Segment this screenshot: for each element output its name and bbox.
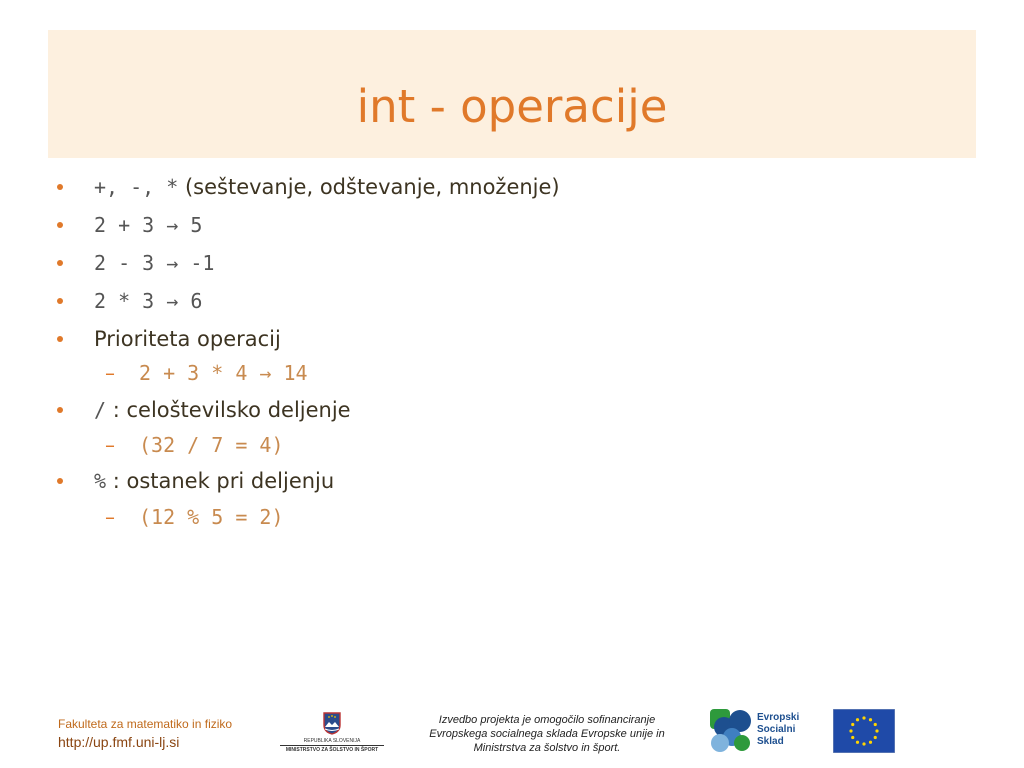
- sub-example-code: 2 + 3 * 4 → 14: [139, 361, 308, 385]
- operator-code: +, -, *: [94, 175, 179, 199]
- bullet-dot-icon: [57, 407, 63, 413]
- operator-description: : ostanek pri deljenju: [106, 469, 335, 493]
- dash-icon: –: [105, 361, 115, 385]
- bullet-dot-icon: [57, 260, 63, 266]
- eu-star-icon: [875, 729, 878, 732]
- funding-note: Izvedbo projekta je omogočilo sofinanciranje Evropskega socialnega sklada Evropske unije in Ministrstva za šolstvo in šport.: [429, 714, 665, 754]
- bullet-dot-icon: [57, 222, 63, 228]
- divider: [280, 745, 384, 746]
- faculty-name: Fakulteta za matematiko in fiziko: [58, 717, 233, 731]
- eu-star-icon: [869, 741, 872, 744]
- eu-flag: [833, 709, 895, 753]
- faculty-url-link[interactable]: http://up.fmf.uni-lj.si: [58, 734, 180, 750]
- example-code: 2 + 3 → 5: [94, 213, 203, 237]
- operator-code: %: [94, 469, 107, 493]
- eu-star-icon: [862, 716, 865, 719]
- eu-star-icon: [856, 718, 859, 721]
- slide-title: int - operacije: [356, 80, 668, 133]
- esf-wordmark: Evropski Socialni Sklad: [757, 712, 800, 747]
- eu-star-icon: [869, 718, 872, 721]
- eu-star-icon: [849, 729, 852, 732]
- ministry-logo: [280, 711, 384, 753]
- eu-star-icon: [856, 741, 859, 744]
- bullet-dot-icon: [57, 478, 63, 484]
- operator-description: : celoštevilsko deljenje: [106, 398, 351, 422]
- sub-example-code: (32 / 7 = 4): [139, 433, 284, 457]
- operator-code: /: [94, 398, 107, 422]
- dash-icon: –: [105, 433, 115, 457]
- esf-logo-icon: [710, 709, 756, 753]
- priority-heading: Prioriteta operacij: [94, 327, 281, 351]
- eu-star-icon: [874, 723, 877, 726]
- ministry-name: MINISTRSTVO ZA ŠOLSTVO IN ŠPORT: [285, 747, 379, 753]
- sub-example-code: (12 % 5 = 2): [139, 505, 284, 529]
- bullet-dot-icon: [57, 298, 63, 304]
- bullet-dot-icon: [57, 184, 63, 190]
- example-code: 2 - 3 → -1: [94, 251, 215, 275]
- bullet-dot-icon: [57, 336, 63, 342]
- esf-logo: [710, 709, 814, 753]
- footer-faculty: [58, 716, 232, 752]
- dash-icon: –: [105, 505, 115, 529]
- operator-description: (seštevanje, odštevanje, množenje): [178, 175, 560, 199]
- eu-star-icon: [874, 736, 877, 739]
- slovenia-coat-of-arms-icon: [280, 711, 384, 735]
- eu-star-icon: [862, 742, 865, 745]
- eu-flag-icon: [833, 709, 895, 753]
- ministry-country: REPUBLIKA SLOVENIJA: [303, 738, 361, 744]
- example-code: 2 * 3 → 6: [94, 289, 203, 313]
- eu-star-icon: [851, 736, 854, 739]
- eu-star-icon: [851, 723, 854, 726]
